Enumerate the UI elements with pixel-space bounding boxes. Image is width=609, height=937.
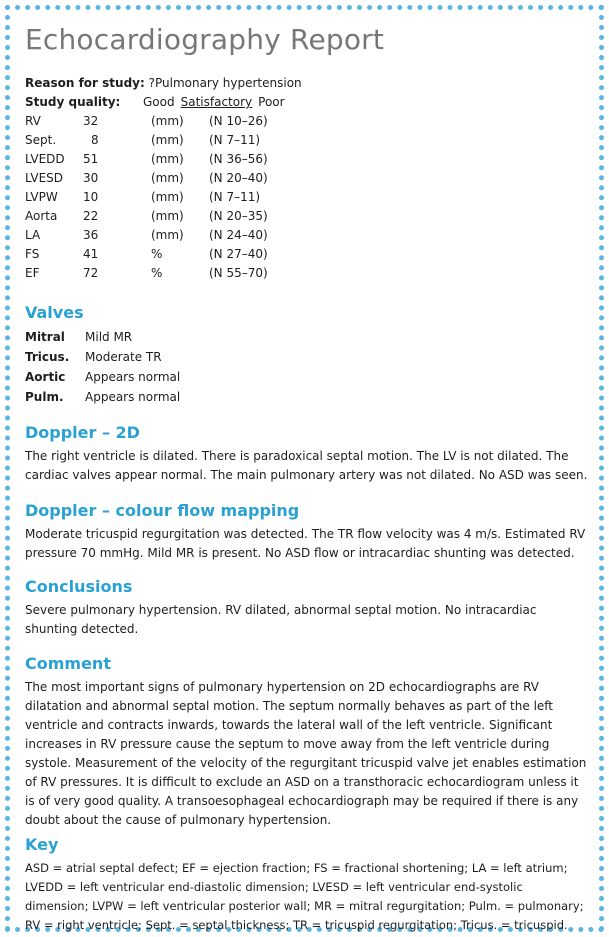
conclusions-text: Severe pulmonary hypertension. RV dilated, abnormal septal motion. No intracardiac shunting detected. <box>25 603 537 636</box>
measure-value: 10 <box>83 190 99 204</box>
table-row <box>25 387 180 407</box>
quality-option-good: Good <box>143 95 175 109</box>
measure-unit: (mm) <box>151 114 184 128</box>
valve-name: Aortic <box>25 370 66 384</box>
measure-normal-range: (N 55–70) <box>209 266 268 280</box>
valves-heading: Valves <box>25 303 84 322</box>
table-row <box>25 367 180 387</box>
conclusions-heading: Conclusions <box>25 577 133 596</box>
conclusions-section <box>25 576 589 639</box>
key-text: ASD = atrial septal defect; EF = ejection fraction; FS = fractional shortening; LA = left atrium; LVEDD = left ventricular end-diastolic dimension; LVESD = left ventricular end-systolic dimension; LVPW = left ventricular posterior wall; MR = mitral regurgitation; Pulm. = pulmonary; RV = right ventricle; Sept. = septal thickness; TR = tricuspid regurgitation; Tricus. = tricuspid. <box>25 861 584 932</box>
doppler-2d-section <box>25 422 589 485</box>
measure-name: Aorta <box>25 209 58 223</box>
comment-section <box>25 653 589 830</box>
measure-normal-range: (N 24–40) <box>209 228 268 242</box>
measure-normal-range: (N 27–40) <box>209 247 268 261</box>
table-row <box>25 188 329 207</box>
table-row <box>25 169 329 188</box>
doppler-colour-section <box>25 500 589 563</box>
measure-name: RV <box>25 114 41 128</box>
measure-normal-range: (N 7–11) <box>209 190 261 204</box>
measure-normal-range: (N 20–40) <box>209 171 268 185</box>
comment-text: The most important signs of pulmonary hypertension on 2D echocardiographs are RV dilatation and abnormal septal motion. The septum normally behaves as part of the left ventricle and contracts inwards, towards the lateral wall of the left ventricle. Significant increases in RV pressure cause the septum to move away from the left ventricle during systole. Measurement of the velocity of the regurgitant tricuspid valve jet enables estimation of RV pressures. It is difficult to exclude an ASD on a transthoracic echocardiogram unless it is of very good quality. A transoesophageal echocardiograph may be required if there is any doubt about the cause of pulmonary hypertension. <box>25 680 587 827</box>
measure-unit: (mm) <box>151 190 184 204</box>
valve-finding: Appears normal <box>85 370 181 384</box>
quality-row <box>25 93 589 112</box>
measure-unit: (mm) <box>151 171 184 185</box>
measure-value: 32 <box>83 114 99 128</box>
measurements-table <box>25 112 329 283</box>
doppler-colour-text: Moderate tricuspid regurgitation was detected. The TR flow velocity was 4 m/s. Estimated RV pressure 70 mmHg. Mild MR is present. No ASD flow or intracardiac shunting was detected. <box>25 527 586 560</box>
reason-row <box>25 74 589 93</box>
valve-name: Mitral <box>25 330 65 344</box>
valve-name: Tricus. <box>25 350 70 364</box>
valve-finding: Mild MR <box>85 330 133 344</box>
doppler-colour-heading: Doppler – colour flow mapping <box>25 501 300 520</box>
reason-value: ?Pulmonary hypertension <box>148 76 302 90</box>
reason-label: Reason for study: <box>25 76 145 90</box>
measure-unit: % <box>151 266 163 280</box>
measure-normal-range: (N 10–26) <box>209 114 268 128</box>
report-title: Echocardiography Report <box>25 23 385 56</box>
measure-value: 72 <box>83 266 99 280</box>
doppler-2d-heading: Doppler – 2D <box>25 423 140 442</box>
measure-value: 51 <box>83 152 99 166</box>
study-meta <box>25 74 589 112</box>
measure-name: LVESD <box>25 171 64 185</box>
measure-name: LVEDD <box>25 152 65 166</box>
measure-name: LVPW <box>25 190 58 204</box>
measure-unit: (mm) <box>151 133 184 147</box>
table-row <box>25 347 180 367</box>
key-heading: Key <box>25 835 59 854</box>
valve-finding: Appears normal <box>85 390 181 404</box>
measure-normal-range: (N 20–35) <box>209 209 268 223</box>
measure-unit: (mm) <box>151 228 184 242</box>
measure-unit: % <box>151 247 163 261</box>
valve-name: Pulm. <box>25 390 64 404</box>
table-row <box>25 150 329 169</box>
report-card <box>5 5 604 932</box>
table-row <box>25 245 329 264</box>
table-row <box>25 264 329 283</box>
measure-unit: (mm) <box>151 209 184 223</box>
measure-normal-range: (N 7–11) <box>209 133 261 147</box>
quality-option-satisfactory-selected: Satisfactory <box>180 95 253 109</box>
table-row <box>25 207 329 226</box>
valve-finding: Moderate TR <box>85 350 162 364</box>
report-header <box>25 23 589 283</box>
quality-option-poor: Poor <box>258 95 285 109</box>
quality-label: Study quality: <box>25 95 121 109</box>
table-row <box>25 131 329 150</box>
measure-value: 30 <box>83 171 99 185</box>
valves-table <box>25 327 180 407</box>
measure-name: Sept. <box>25 133 57 147</box>
measure-value: 41 <box>83 247 99 261</box>
measure-name: FS <box>25 247 40 261</box>
measure-name: LA <box>25 228 41 242</box>
valves-section <box>25 302 589 407</box>
key-section <box>25 834 589 935</box>
measure-value: 36 <box>83 228 99 242</box>
table-row <box>25 226 329 245</box>
comment-heading: Comment <box>25 654 111 673</box>
table-row <box>25 112 329 131</box>
table-row <box>25 327 180 347</box>
measure-unit: (mm) <box>151 152 184 166</box>
measure-value: 22 <box>83 209 99 223</box>
measure-normal-range: (N 36–56) <box>209 152 268 166</box>
measure-value: 8 <box>91 133 99 147</box>
doppler-2d-text: The right ventricle is dilated. There is paradoxical septal motion. The LV is not dilated. The cardiac valves appear normal. The main pulmonary artery was not dilated. No ASD was seen. <box>25 449 588 482</box>
measure-name: EF <box>25 266 40 280</box>
